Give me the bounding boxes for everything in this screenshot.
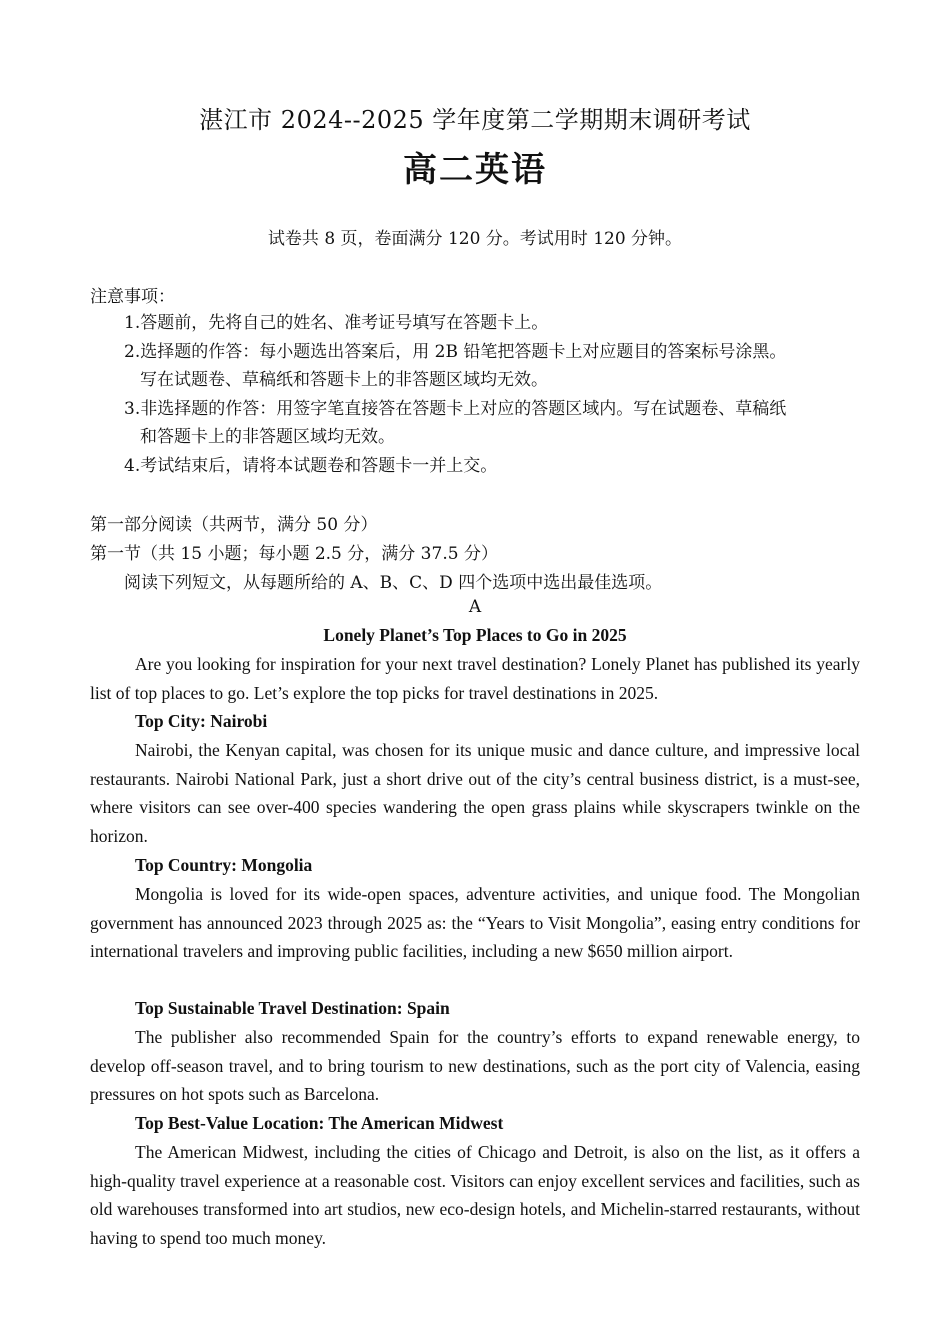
- note-line-continued: 写在试题卷、草稿纸和答题卡上的非答题区域均无效。: [140, 370, 548, 390]
- note-item: [124, 338, 864, 394]
- section-text-best-value: The American Midwest, including the cities of Chicago and Detroit, is also on the list, as it offers a high-quality travel experience at a reasonable cost. Visitors can enjoy excellent services and facilities, such as old warehouses transformed into art studios, new eco-design hotels, and Michelin-starred restaurants, without having to spend too much money.: [90, 1142, 860, 1249]
- passage-letter: A: [468, 597, 482, 617]
- notes-title: 注意事项：: [90, 287, 175, 307]
- section-heading-country: Top Country: Mongolia: [135, 855, 313, 875]
- section-text-sustainable: The publisher also recommended Spain for the country’s efforts to expand renewable energy, to develop off-season travel, and to bring tourism to new destinations, such as the port city of Valencia, easing pressures on hot spots such as Barcelona.: [90, 1027, 860, 1105]
- note-item: 4.考试结束后，请将本试题卷和答题卡一并上交。: [124, 456, 498, 476]
- exam-title: 湛江市 2024--2025 学年度第二学期期末调研考试: [199, 106, 751, 134]
- section-text-country: Mongolia is loved for its wide-open spaces, adventure activities, and unique food. The Mongolian government has announced 2023 through 2025 as: the “Years to Visit Mongolia”, easing entry conditions for international travelers and improving public facilities, including a new $650 million airport.: [90, 884, 860, 962]
- note-line-continued: 和答题卡上的非答题区域均无效。: [140, 427, 395, 447]
- part-heading: 第一部分阅读（共两节，满分 50 分）: [90, 515, 378, 535]
- exam-meta: 试卷共 8 页，卷面满分 120 分。考试用时 120 分钟。: [267, 229, 683, 249]
- section-heading-best-value: Top Best-Value Location: The American Midwest: [135, 1113, 504, 1133]
- passage-intro: Are you looking for inspiration for your next travel destination? Lonely Planet has published its yearly list of top places to go. Let’s explore the top picks for travel destinations in 2025.: [90, 654, 860, 703]
- note-line: 3.非选择题的作答：用签字笔直接答在答题卡上对应的答题区域内。写在试题卷、草稿纸: [124, 399, 787, 419]
- section-instruction: 阅读下列短文，从每题所给的 A、B、C、D 四个选项中选出最佳选项。: [124, 573, 663, 593]
- note-line: 2.选择题的作答：每小题选出答案后，用 2B 铅笔把答题卡上对应题目的答案标号涂黑。: [124, 342, 787, 362]
- subject-title: 高二英语: [403, 150, 547, 190]
- passage-title: Lonely Planet’s Top Places to Go in 2025: [323, 625, 627, 645]
- section-text-city: Nairobi, the Kenyan capital, was chosen for its unique music and dance culture, and impressive local restaurants. Nairobi National Park, just a short drive out of the city’s central business district, is a must-see, where visitors can see over-400 species wandering the open grass plains while skyscrapers twinkle on the horizon.: [90, 740, 860, 847]
- note-item: 1.答题前，先将自己的姓名、准考证号填写在答题卡上。: [124, 313, 549, 333]
- section-heading: 第一节（共 15 小题；每小题 2.5 分，满分 37.5 分）: [90, 544, 498, 564]
- section-heading-sustainable: Top Sustainable Travel Destination: Spain: [135, 998, 450, 1018]
- note-item: [124, 395, 864, 451]
- section-heading-city: Top City: Nairobi: [135, 711, 268, 731]
